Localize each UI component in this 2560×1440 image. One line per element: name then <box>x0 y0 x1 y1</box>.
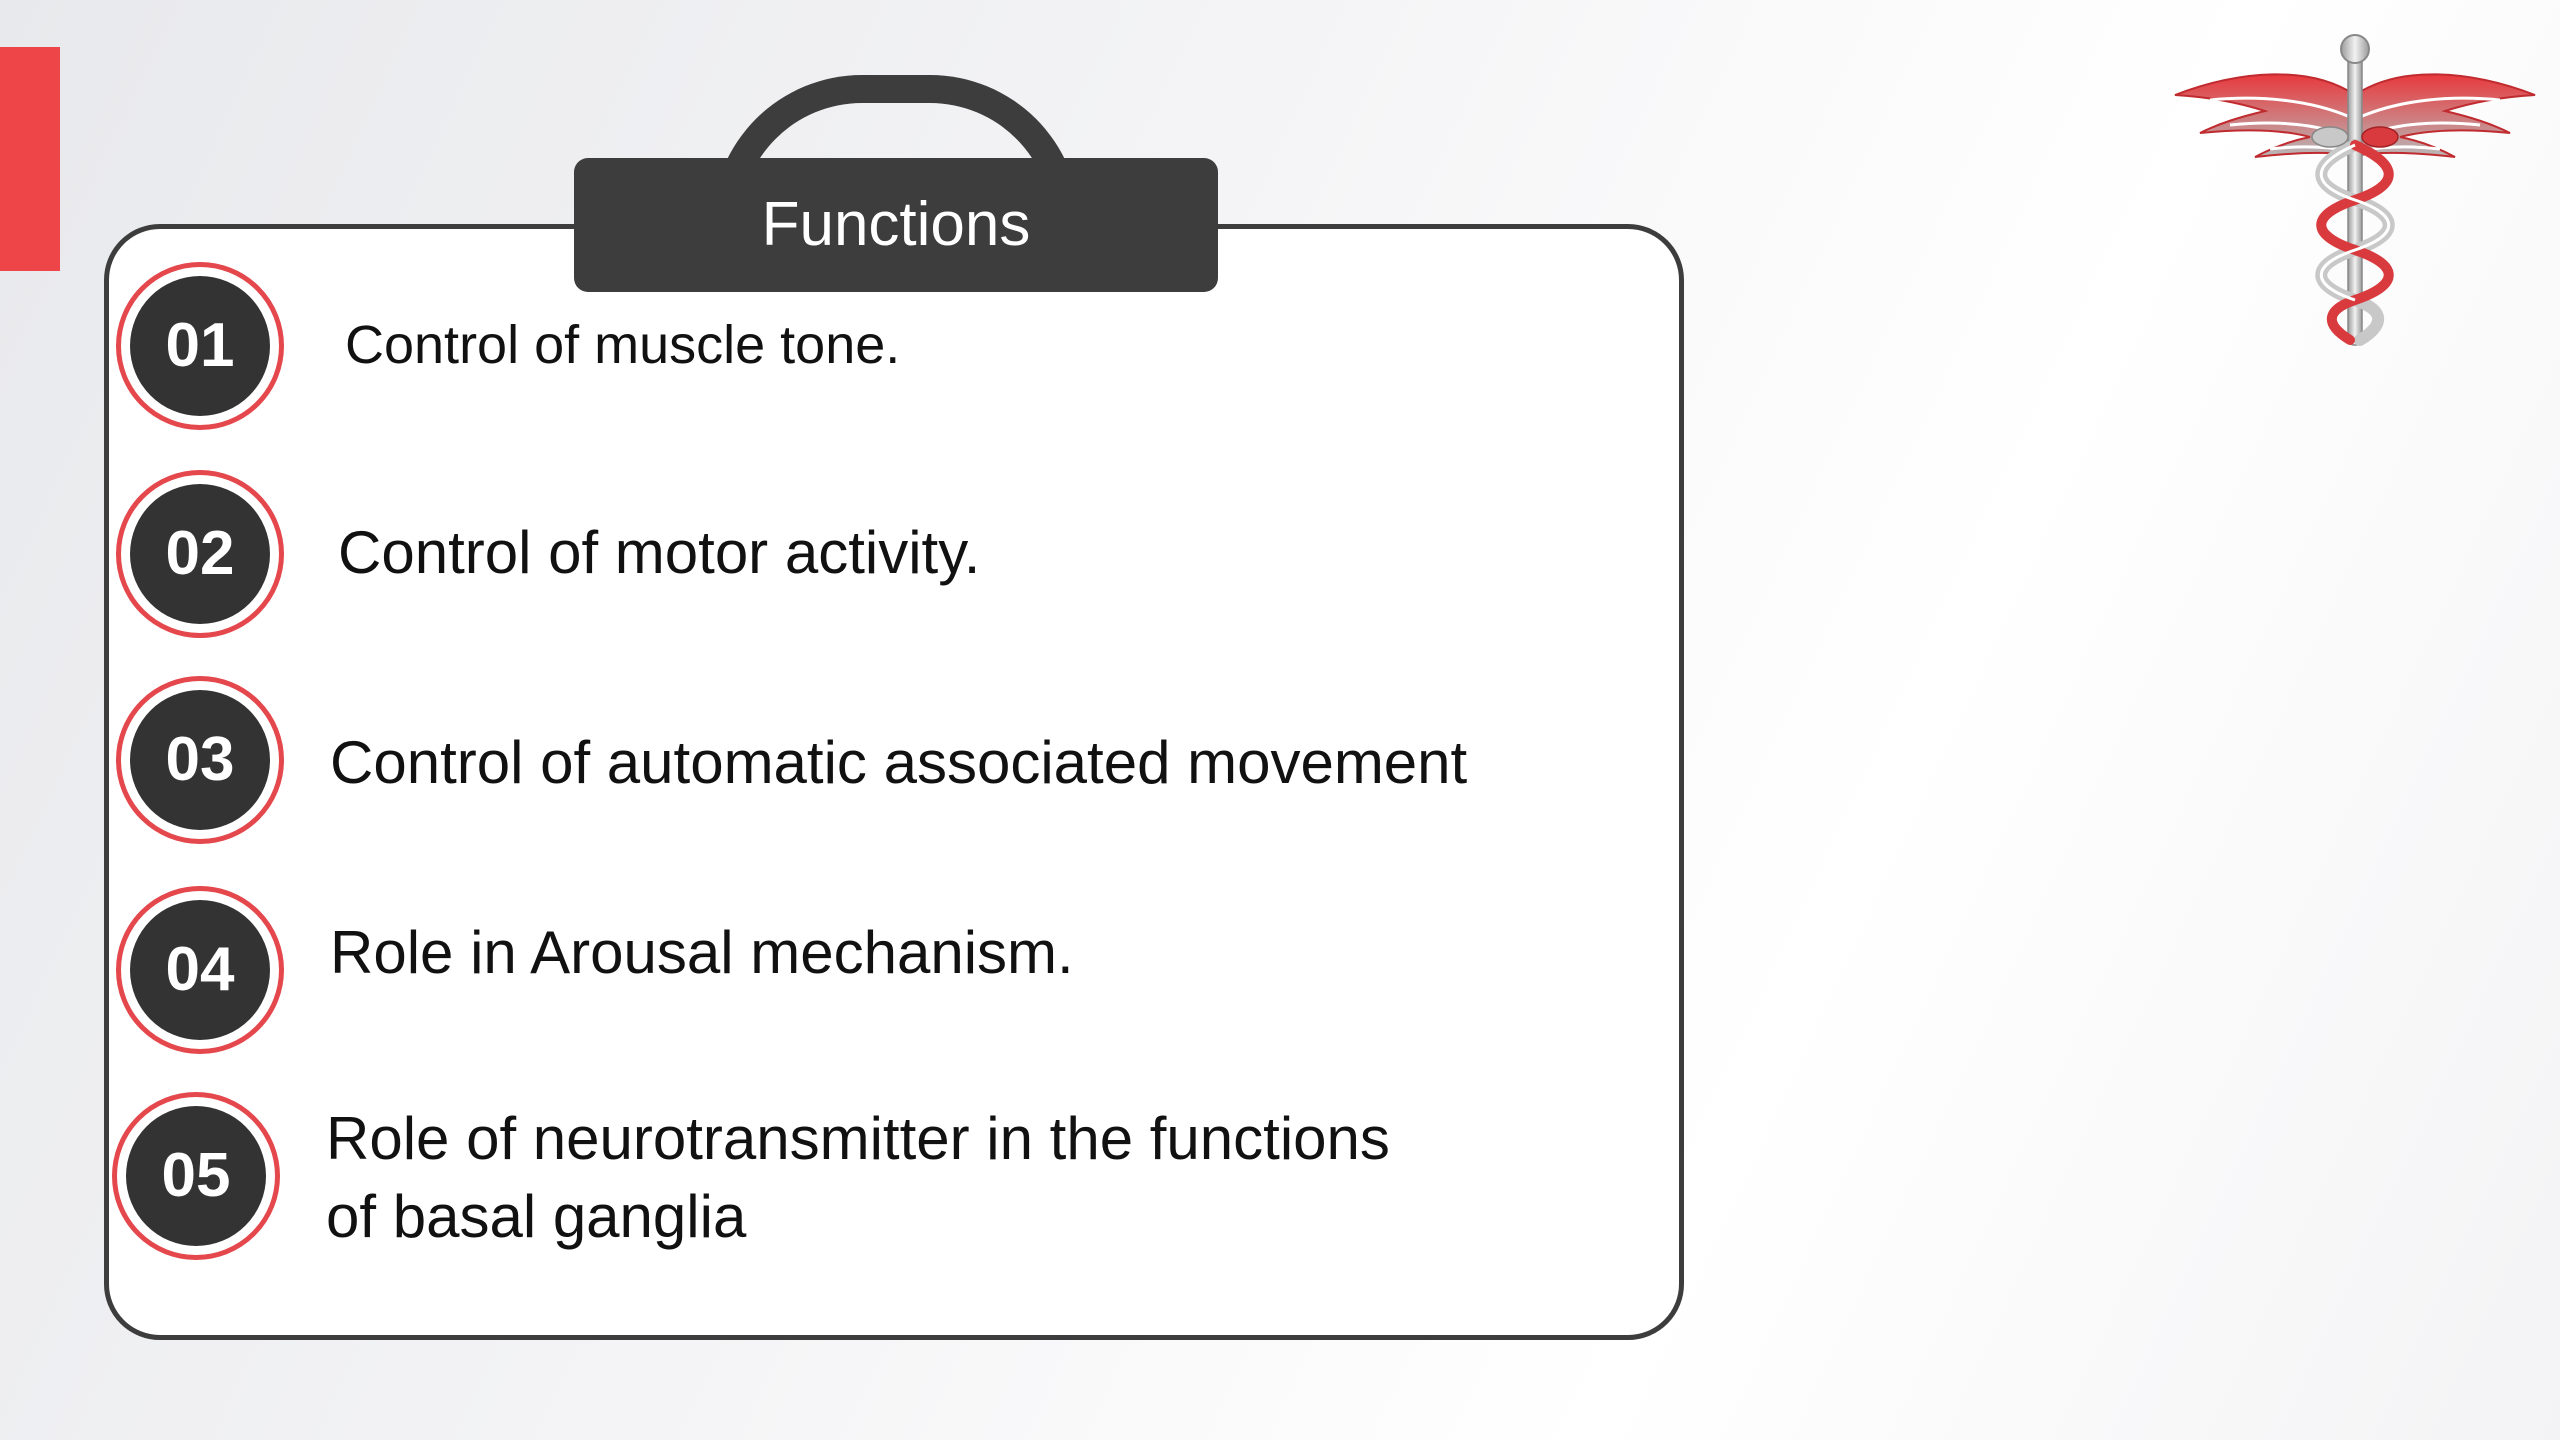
item-text: Control of motor activity. <box>338 519 981 586</box>
number-badge <box>112 1092 280 1260</box>
item-number: 02 <box>165 519 235 588</box>
item-text: Role in Arousal mechanism. <box>330 919 1074 986</box>
accent-bar <box>0 47 60 271</box>
title-tab <box>574 158 1218 292</box>
slide-title: Functions <box>761 190 1031 259</box>
number-badge <box>116 262 284 430</box>
item-number: 04 <box>165 935 235 1004</box>
item-text-line-1: Role of neurotransmitter in the functions <box>326 1105 1390 1172</box>
item-text: Control of automatic associated movement <box>330 729 1468 796</box>
caduceus-icon <box>2170 25 2540 365</box>
item-text: Control of muscle tone. <box>345 315 901 375</box>
item-text-line-2: of basal ganglia <box>326 1183 747 1250</box>
number-badge <box>116 470 284 638</box>
item-number: 05 <box>161 1141 231 1210</box>
item-number: 03 <box>165 725 235 794</box>
number-badge <box>116 886 284 1054</box>
number-badge <box>116 676 284 844</box>
item-number: 01 <box>165 311 235 380</box>
